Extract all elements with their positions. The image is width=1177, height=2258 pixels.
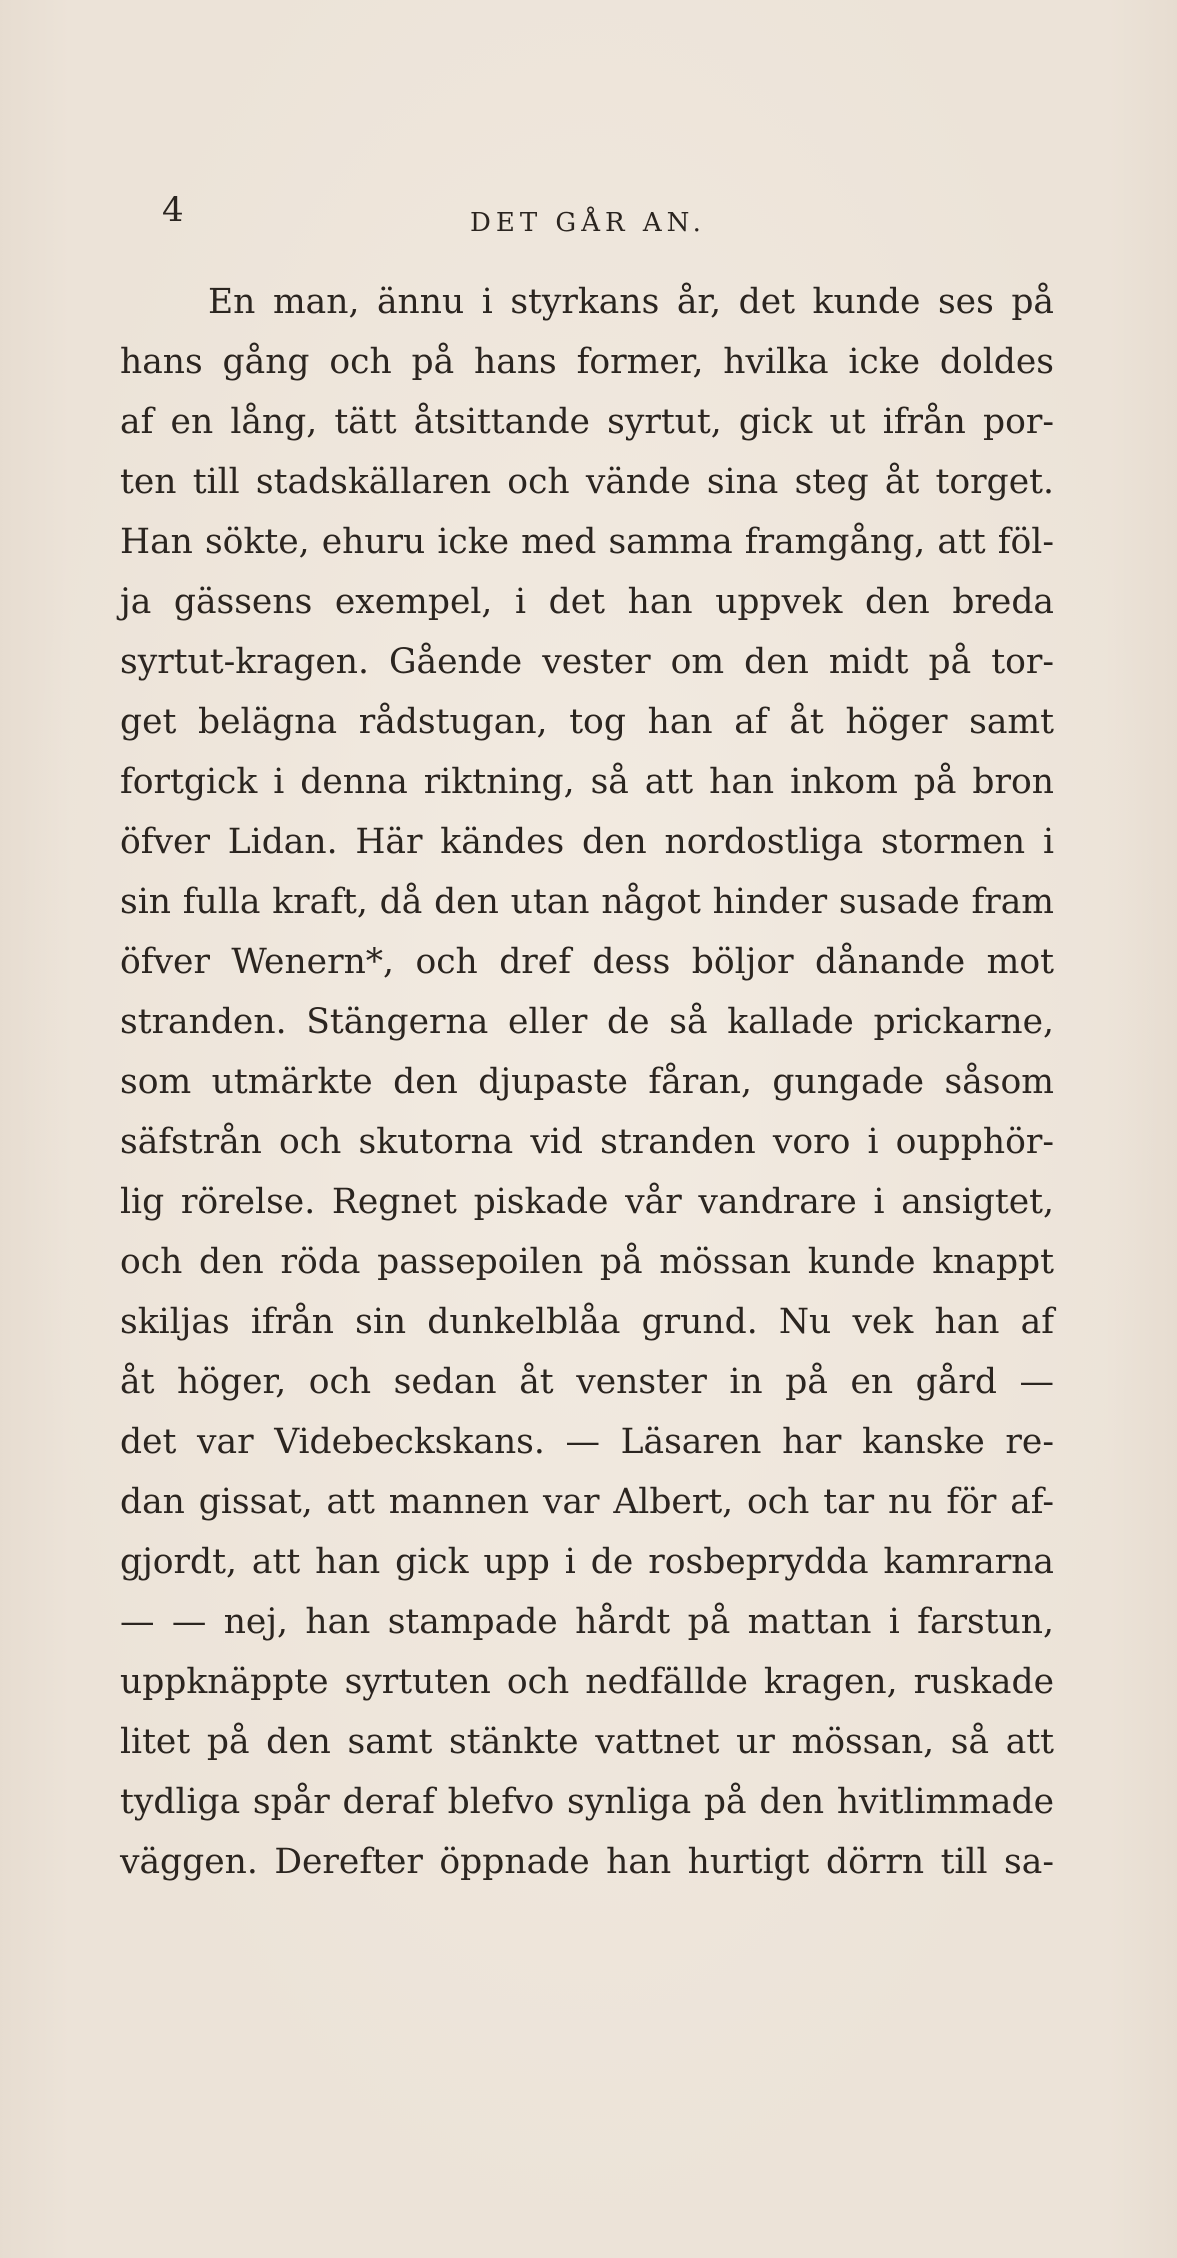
- text-line: hans gång och på hans former, hvilka icke doldes: [120, 342, 1054, 382]
- text-line: En man, ännu i styrkans år, det kunde ses på: [208, 282, 1054, 322]
- text-line: dan gissat, att mannen var Albert, och tar nu för af-: [120, 1482, 1054, 1522]
- text-line: och den röda passepoilen på mössan kunde knappt: [120, 1242, 1054, 1282]
- text-line: åt höger, och sedan åt venster in på en gård —: [120, 1362, 1054, 1402]
- text-line: väggen. Derefter öppnade han hurtigt dörrn till sa-: [120, 1842, 1054, 1882]
- text-line: fortgick i denna riktning, så att han inkom på bron: [120, 762, 1054, 802]
- text-line: ten till stadskällaren och vände sina steg åt torget.: [120, 462, 1054, 502]
- text-line: Han sökte, ehuru icke med samma framgång, att föl-: [120, 522, 1054, 562]
- text-line: stranden. Stängerna eller de så kallade prickarne,: [120, 1002, 1054, 1042]
- page-number: 4: [162, 190, 184, 230]
- text-line: öfver Wenern*, och dref dess böljor dånande mot: [120, 942, 1054, 982]
- running-head: DET GÅR AN.: [470, 208, 706, 238]
- text-line: uppknäppte syrtuten och nedfällde kragen, ruskade: [120, 1662, 1054, 1702]
- text-line: syrtut-kragen. Gående vester om den midt på tor-: [120, 642, 1054, 682]
- text-line: öfver Lidan. Här kändes den nordostliga stormen i: [120, 822, 1054, 862]
- text-line: — — nej, han stampade hårdt på mattan i farstun,: [120, 1602, 1054, 1642]
- text-line: af en lång, tätt åtsittande syrtut, gick ut ifrån por-: [120, 402, 1054, 442]
- text-line: det var Videbeckskans. — Läsaren har kanske re-: [120, 1422, 1054, 1462]
- body-text: [120, 272, 1054, 1892]
- text-line: som utmärkte den djupaste fåran, gungade såsom: [120, 1062, 1054, 1102]
- text-line: lig rörelse. Regnet piskade vår vandrare i ansigtet,: [120, 1182, 1054, 1222]
- text-line: tydliga spår deraf blefvo synliga på den hvitlimmade: [120, 1782, 1054, 1822]
- text-line: säfstrån och skutorna vid stranden voro i oupphör-: [120, 1122, 1054, 1162]
- text-line: sin fulla kraft, då den utan något hinder susade fram: [120, 882, 1054, 922]
- text-line: ja gässens exempel, i det han uppvek den breda: [120, 582, 1054, 622]
- text-line: get belägna rådstugan, tog han af åt höger samt: [120, 702, 1054, 742]
- text-line: skiljas ifrån sin dunkelblåa grund. Nu vek han af: [120, 1302, 1054, 1342]
- text-line: gjordt, att han gick upp i de rosbeprydda kamrarna: [120, 1542, 1054, 1582]
- text-line: litet på den samt stänkte vattnet ur mössan, så att: [120, 1722, 1054, 1762]
